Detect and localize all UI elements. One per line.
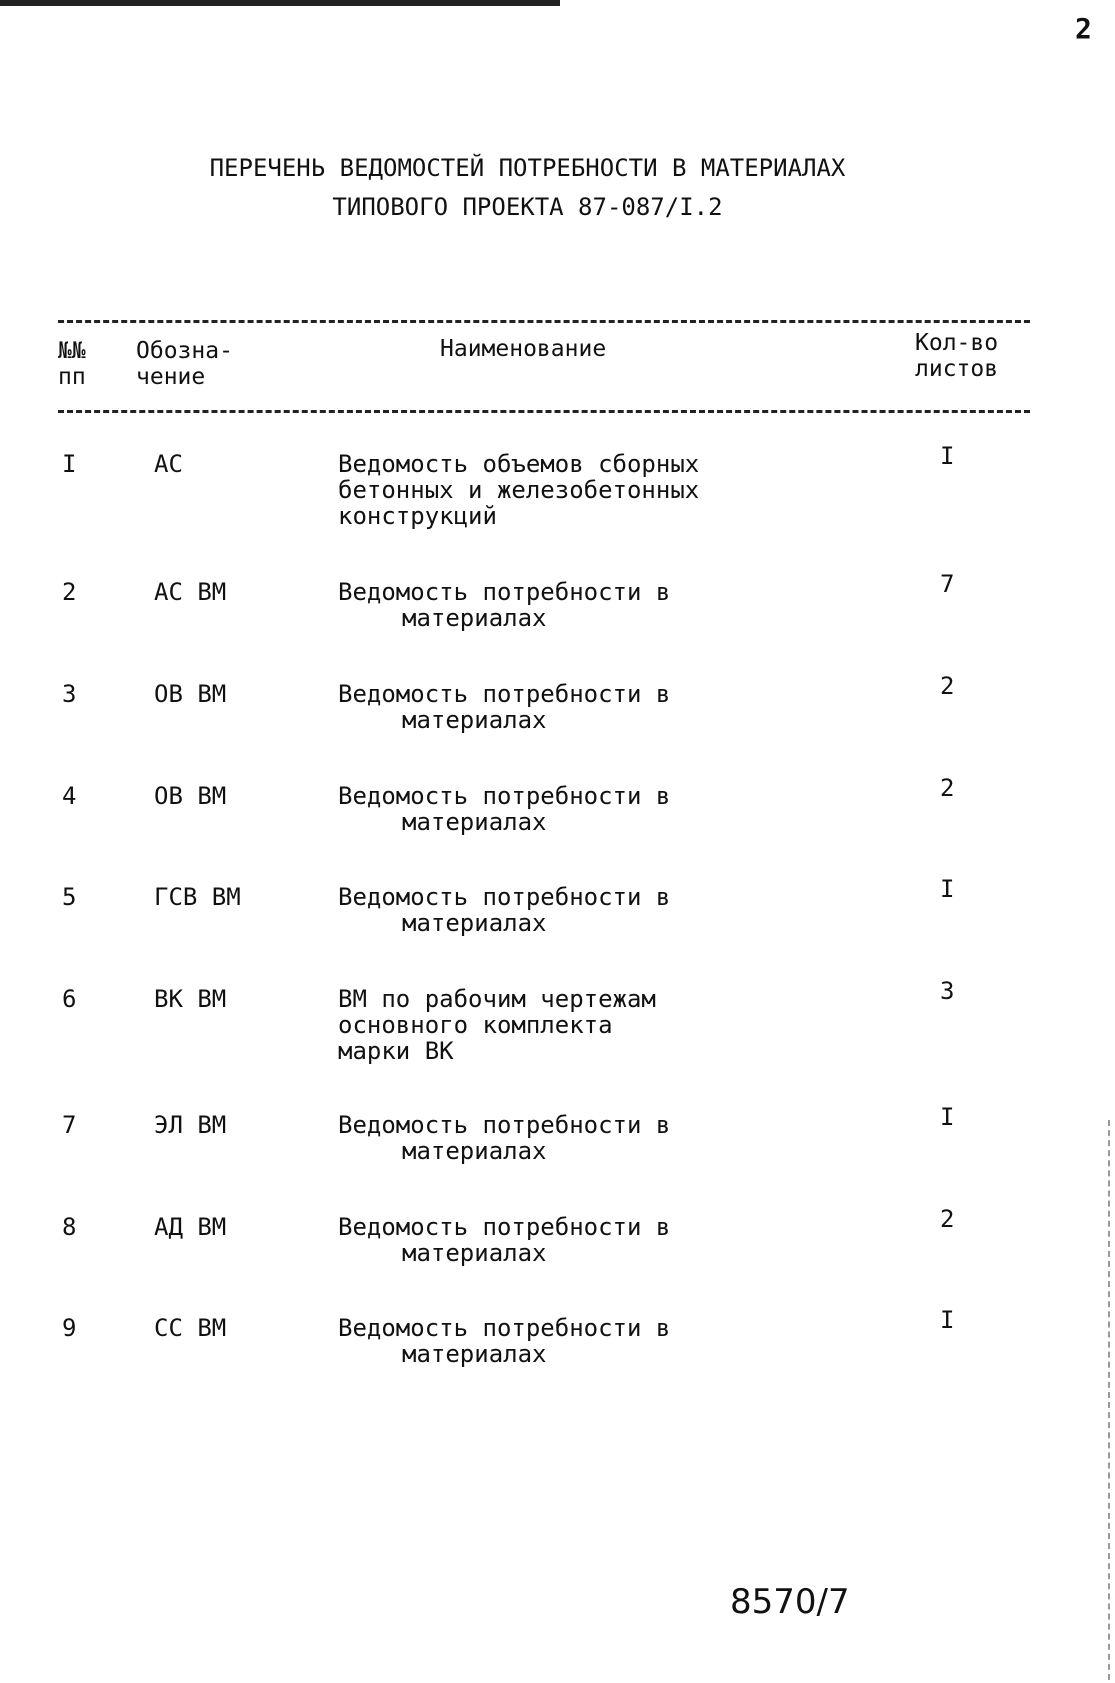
row-number: 3 bbox=[62, 680, 77, 708]
row-number: 5 bbox=[62, 883, 77, 911]
row-number: 8 bbox=[62, 1213, 77, 1241]
header-name: Наименование bbox=[440, 336, 607, 362]
table-row bbox=[0, 774, 1115, 874]
page-number: 2 bbox=[1075, 12, 1092, 45]
row-name-line: Ведомость потребности в bbox=[338, 1213, 671, 1241]
row-name bbox=[338, 1215, 768, 1267]
row-name-line: марки ВК bbox=[338, 1036, 454, 1065]
row-sheet-count: 7 bbox=[940, 570, 955, 598]
row-name-line: конструкций bbox=[338, 501, 497, 530]
table-row bbox=[0, 1306, 1115, 1406]
row-number: I bbox=[62, 450, 77, 478]
row-sheet-count: 2 bbox=[940, 774, 955, 802]
row-sheet-count: 2 bbox=[940, 672, 955, 700]
row-designation: ГСВ ВМ bbox=[154, 883, 241, 911]
row-name-line: Ведомость потребности в bbox=[338, 883, 671, 911]
row-sheet-count: I bbox=[940, 1306, 955, 1334]
header-designation bbox=[136, 338, 276, 391]
row-sheet-count: I bbox=[940, 875, 955, 903]
row-sheet-count: 2 bbox=[940, 1205, 955, 1233]
row-name-line: материалах bbox=[402, 908, 547, 937]
row-designation: АС bbox=[154, 450, 183, 478]
row-name bbox=[338, 987, 768, 1065]
table-top-rule bbox=[58, 320, 1030, 323]
table-row bbox=[0, 442, 1115, 542]
row-designation: ВК ВМ bbox=[154, 985, 227, 1013]
row-name-line: материалах bbox=[402, 1339, 547, 1368]
row-name-line: Ведомость объемов сборных bbox=[338, 450, 700, 478]
row-designation: АС ВМ bbox=[154, 578, 227, 606]
header-designation-line-2: чение bbox=[136, 364, 206, 391]
row-name-line: Ведомость потребности в bbox=[338, 1111, 671, 1139]
row-designation: ЭЛ ВМ bbox=[154, 1111, 227, 1139]
table-row bbox=[0, 1103, 1115, 1203]
document-title-line-2: ТИПОВОГО ПРОЕКТА 87-087/I.2 bbox=[332, 193, 723, 221]
row-designation: ОВ ВМ bbox=[154, 782, 227, 810]
row-name-line: материалах bbox=[402, 705, 547, 734]
row-name-line: основного комплекта bbox=[338, 1010, 613, 1039]
row-name-line: Ведомость потребности в bbox=[338, 782, 671, 810]
header-number-line-1: №№ bbox=[58, 338, 86, 364]
margin-dashed-line bbox=[1108, 1120, 1110, 1680]
row-name-line: материалах bbox=[402, 603, 547, 632]
header-sheet-count bbox=[915, 330, 1025, 383]
row-name bbox=[338, 885, 768, 937]
row-sheet-count: I bbox=[940, 1103, 955, 1131]
header-number bbox=[58, 338, 110, 391]
row-name-line: Ведомость потребности в bbox=[338, 680, 671, 708]
row-name-line: Ведомость потребности в bbox=[338, 578, 671, 606]
row-name bbox=[338, 1316, 768, 1368]
header-sheet-count-line-2: листов bbox=[915, 356, 999, 383]
table-row bbox=[0, 570, 1115, 670]
row-designation: ОВ ВМ bbox=[154, 680, 227, 708]
row-number: 7 bbox=[62, 1111, 77, 1139]
row-name-line: ВМ по рабочим чертежам bbox=[338, 985, 656, 1013]
row-number: 2 bbox=[62, 578, 77, 606]
table-row bbox=[0, 672, 1115, 772]
row-sheet-count: I bbox=[940, 442, 955, 470]
row-name bbox=[338, 682, 768, 734]
row-number: 9 bbox=[62, 1314, 77, 1342]
row-name-line: материалах bbox=[402, 1136, 547, 1165]
table-row bbox=[0, 977, 1115, 1077]
table-header-rule bbox=[58, 410, 1030, 413]
row-sheet-count: 3 bbox=[940, 977, 955, 1005]
row-number: 6 bbox=[62, 985, 77, 1013]
table-row bbox=[0, 875, 1115, 975]
top-edge-bar bbox=[0, 0, 560, 6]
row-name-line: материалах bbox=[402, 807, 547, 836]
row-name bbox=[338, 452, 768, 530]
row-number: 4 bbox=[62, 782, 77, 810]
row-name bbox=[338, 784, 768, 836]
row-name-line: бетонных и железобетонных bbox=[338, 475, 700, 504]
row-name bbox=[338, 580, 768, 632]
inventory-stamp: 8570/7 bbox=[730, 1582, 850, 1622]
row-name-line: Ведомость потребности в bbox=[338, 1314, 671, 1342]
header-sheet-count-line-1: Кол-во bbox=[915, 330, 999, 356]
row-designation: АД ВМ bbox=[154, 1213, 227, 1241]
header-number-line-2: пп bbox=[58, 364, 86, 391]
header-designation-line-1: Обозна- bbox=[136, 338, 233, 364]
row-designation: СС ВМ bbox=[154, 1314, 227, 1342]
row-name-line: материалах bbox=[402, 1238, 547, 1267]
row-name bbox=[338, 1113, 768, 1165]
table-row bbox=[0, 1205, 1115, 1305]
document-title-line-1: ПЕРЕЧЕНЬ ВЕДОМОСТЕЙ ПОТРЕБНОСТИ В МАТЕРИАЛАХ bbox=[209, 154, 846, 182]
